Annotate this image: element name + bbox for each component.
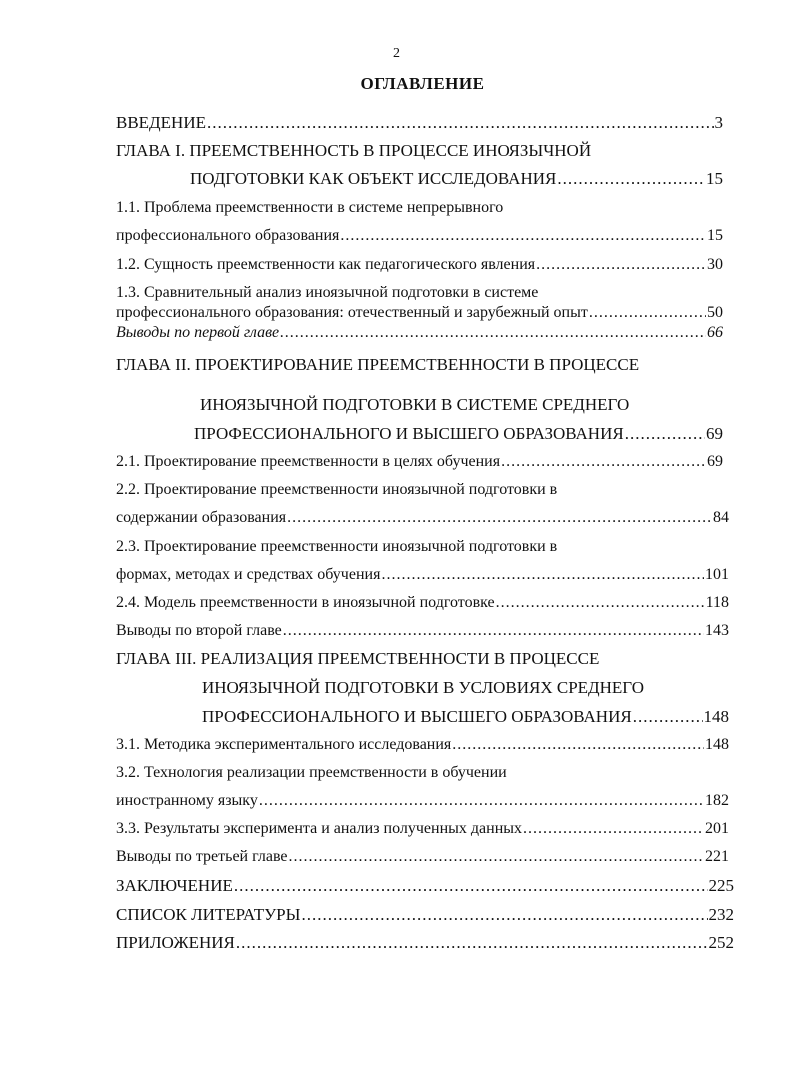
toc-entry-text: СПИСОК ЛИТЕРАТУРЫ xyxy=(116,905,301,924)
dot-leader xyxy=(452,736,704,754)
toc-entry-text: содержании образования xyxy=(116,509,287,526)
toc-entry-2-4 xyxy=(116,594,729,612)
toc-entry-page: 182 xyxy=(705,792,729,809)
toc-entry-conclusions-ch3 xyxy=(116,848,729,866)
toc-entry-1-3 xyxy=(116,304,723,322)
toc-entry-page: 84 xyxy=(713,509,729,526)
toc-entry-text: ПРОФЕССИОНАЛЬНОГО И ВЫСШЕГО ОБРАЗОВАНИЯ xyxy=(202,707,632,726)
toc-entry-text: Выводы по третьей главе xyxy=(116,848,288,865)
chapter3-heading-line1: ГЛАВА III. РЕАЛИЗАЦИЯ ПРЕЕМСТВЕННОСТИ В ПРОЦЕССЕ xyxy=(116,649,600,668)
dot-leader xyxy=(259,792,704,810)
dot-leader xyxy=(536,256,706,274)
section-2-2-line1: 2.2. Проектирование преемственности иноязычной подготовки в xyxy=(116,481,558,498)
toc-entry-3-2 xyxy=(116,792,729,810)
dot-leader xyxy=(234,876,708,896)
dot-leader xyxy=(236,933,708,953)
toc-entry-3-3 xyxy=(116,820,729,838)
toc-entry-2-1 xyxy=(116,453,723,471)
section-1-3-line1: 1.3. Сравнительный анализ иноязычной подготовки в системе xyxy=(116,284,539,301)
toc-entry-appendices xyxy=(116,933,734,953)
toc-entry-1-1 xyxy=(116,227,723,245)
toc-entry-page: 143 xyxy=(705,622,729,639)
dot-leader xyxy=(280,324,706,342)
toc-title: ОГЛАВЛЕНИЕ xyxy=(360,74,485,93)
toc-entry-chapter3 xyxy=(202,707,729,727)
toc-entry-page: 225 xyxy=(708,876,734,895)
toc-entry-text: ПОДГОТОВКИ КАК ОБЪЕКТ ИССЛЕДОВАНИЯ xyxy=(190,169,557,188)
section-2-3-line1: 2.3. Проектирование преемственности иноязычной подготовки в xyxy=(116,538,558,555)
dot-leader xyxy=(301,905,707,925)
toc-entry-page: 148 xyxy=(705,736,729,753)
toc-entry-conclusions-ch2 xyxy=(116,622,729,640)
toc-entry-2-3 xyxy=(116,566,729,584)
dot-leader xyxy=(523,820,704,838)
dot-leader xyxy=(381,566,704,584)
chapter3-heading-line2: ИНОЯЗЫЧНОЙ ПОДГОТОВКИ В УСЛОВИЯХ СРЕДНЕГО xyxy=(202,678,644,697)
toc-entry-text: 3.3. Результаты эксперимента и анализ полученных данных xyxy=(116,820,523,837)
toc-entry-page: 201 xyxy=(705,820,729,837)
toc-entry-conclusion xyxy=(116,876,734,896)
toc-entry-page: 50 xyxy=(707,304,723,321)
dot-leader xyxy=(501,453,706,471)
toc-entry-page: 118 xyxy=(705,594,729,611)
toc-entry-page: 221 xyxy=(705,848,729,865)
dot-leader xyxy=(625,424,705,444)
dot-leader xyxy=(287,509,712,527)
dot-leader xyxy=(207,113,714,133)
toc-entry-page: 30 xyxy=(707,256,723,273)
toc-entry-text: ВВЕДЕНИЕ xyxy=(116,113,206,132)
toc-entry-text: ЗАКЛЮЧЕНИЕ xyxy=(116,876,233,895)
toc-entry-text: Выводы по первой главе xyxy=(116,324,280,341)
toc-entry-2-2 xyxy=(116,509,729,527)
dot-leader xyxy=(496,594,705,612)
toc-entry-page: 15 xyxy=(707,227,723,244)
toc-entry-text: 2.4. Модель преемственности в иноязычной подготовке xyxy=(116,594,495,611)
toc-entry-chapter2 xyxy=(194,424,723,444)
dot-leader xyxy=(557,169,705,189)
toc-entry-conclusions-ch1 xyxy=(116,324,723,342)
page-number: 2 xyxy=(393,46,400,61)
section-3-2-line1: 3.2. Технология реализации преемственности в обучении xyxy=(116,764,507,781)
section-1-1-line1: 1.1. Проблема преемственности в системе непрерывного xyxy=(116,199,504,216)
toc-entry-text: формах, методах и средствах обучения xyxy=(116,566,381,583)
toc-entry-text: профессионального образования: отечественный и зарубежный опыт xyxy=(116,304,588,321)
toc-entry-page: 15 xyxy=(706,169,723,188)
toc-entry-text: профессионального образования xyxy=(116,227,340,244)
toc-entry-text: 1.2. Сущность преемственности как педагогического явления xyxy=(116,256,536,273)
toc-entry-text: Выводы по второй главе xyxy=(116,622,282,639)
toc-entry-page: 69 xyxy=(706,424,723,443)
dot-leader xyxy=(589,304,706,322)
toc-entry-text: 2.1. Проектирование преемственности в целях обучения xyxy=(116,453,501,470)
dot-leader xyxy=(289,848,705,866)
dot-leader xyxy=(283,622,704,640)
toc-entry-references xyxy=(116,905,734,925)
chapter1-heading-line1: ГЛАВА I. ПРЕЕМСТВЕННОСТЬ В ПРОЦЕССЕ ИНОЯЗЫЧНОЙ xyxy=(116,141,592,160)
dot-leader xyxy=(340,227,706,245)
toc-entry-text: 3.1. Методика экспериментального исследования xyxy=(116,736,452,753)
toc-entry-page: 148 xyxy=(703,707,729,726)
toc-entry-chapter1 xyxy=(190,169,723,189)
chapter2-heading-line1: ГЛАВА II. ПРОЕКТИРОВАНИЕ ПРЕЕМСТВЕННОСТИ В ПРОЦЕССЕ xyxy=(116,355,640,374)
toc-entry-intro xyxy=(116,113,723,133)
toc-entry-1-2 xyxy=(116,256,723,274)
toc-entry-page: 66 xyxy=(707,324,723,341)
toc-entry-text: ПРИЛОЖЕНИЯ xyxy=(116,933,235,952)
toc-entry-page: 252 xyxy=(708,933,734,952)
toc-entry-page: 3 xyxy=(714,113,723,132)
toc-entry-text: иностранному языку xyxy=(116,792,258,809)
chapter2-heading-line2: ИНОЯЗЫЧНОЙ ПОДГОТОВКИ В СИСТЕМЕ СРЕДНЕГО xyxy=(200,395,630,414)
toc-entry-page: 232 xyxy=(708,905,734,924)
toc-entry-3-1 xyxy=(116,736,729,754)
toc-entry-page: 69 xyxy=(707,453,723,470)
toc-entry-text: ПРОФЕССИОНАЛЬНОГО И ВЫСШЕГО ОБРАЗОВАНИЯ xyxy=(194,424,624,443)
toc-entry-page: 101 xyxy=(705,566,729,583)
dot-leader xyxy=(633,707,703,727)
